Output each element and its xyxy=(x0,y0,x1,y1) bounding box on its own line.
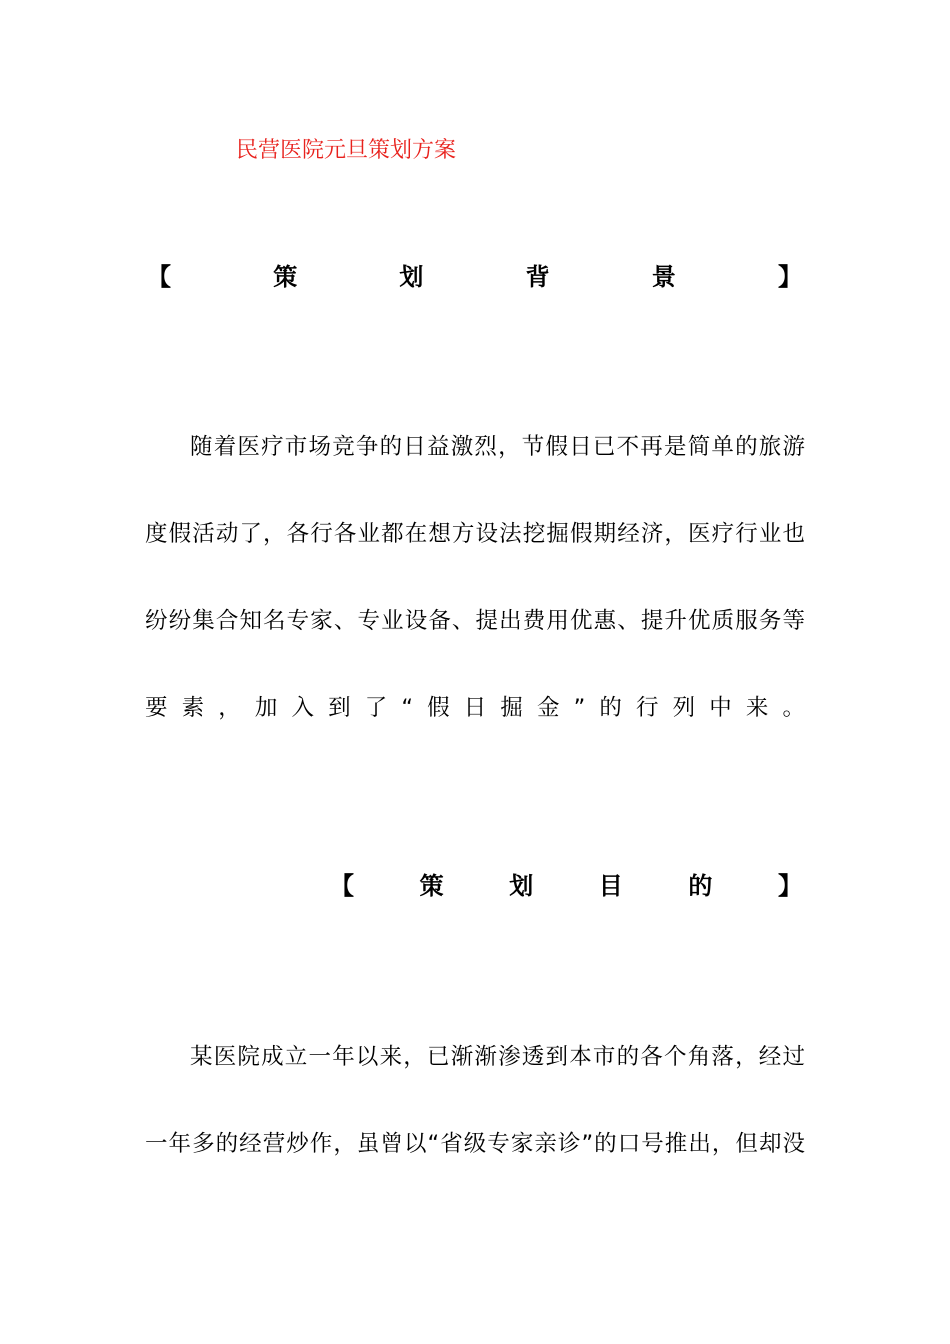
paragraph-line: 纷纷集合知名专家、专业设备、提出费用优惠、提升优质服务等 xyxy=(145,608,805,634)
heading-char: 划 xyxy=(509,871,534,900)
heading-char: 策 xyxy=(419,871,444,900)
heading-char: 目 xyxy=(598,871,623,900)
paragraph-line: 一年多的经营炒作，虽曾以“省级专家亲诊”的口号推出，但却没 xyxy=(145,1131,805,1157)
heading-bracket-open: 【 xyxy=(147,262,171,291)
heading-bracket-open: 【 xyxy=(330,871,354,900)
heading-char: 的 xyxy=(688,871,713,900)
paragraph-line: 某医院成立一年以来，已渐渐渗透到本市的各个角落，经过 xyxy=(190,1044,805,1070)
section-heading-purpose xyxy=(330,867,802,899)
paragraph-line: 随着医疗市场竞争的日益激烈，节假日已不再是简单的旅游 xyxy=(190,434,805,460)
document-title: 民营医院元旦策划方案 xyxy=(236,138,457,163)
heading-bracket-close: 】 xyxy=(777,871,802,900)
heading-bracket-close: 】 xyxy=(777,262,802,291)
paragraph-line: 度假活动了，各行各业都在想方设法挖掘假期经济，医疗行业也 xyxy=(145,521,805,547)
paragraph-line: 要素，加入到了“假日掘金”的行列中来。 xyxy=(145,695,805,721)
heading-char: 划 xyxy=(399,262,424,291)
heading-char: 景 xyxy=(651,262,676,291)
heading-char: 背 xyxy=(525,262,550,291)
heading-char: 策 xyxy=(273,262,298,291)
section-heading-background xyxy=(147,258,802,290)
